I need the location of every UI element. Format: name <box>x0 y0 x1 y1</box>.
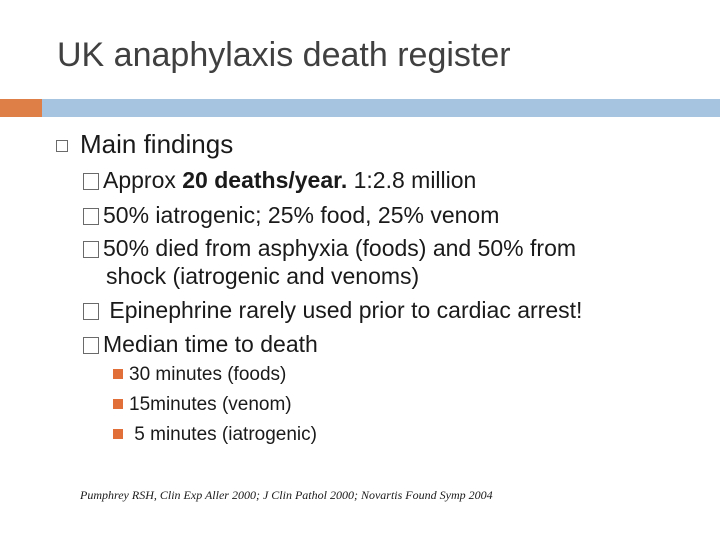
checkbox-bullet-icon <box>83 303 99 320</box>
orange-square-bullet-icon <box>113 369 123 379</box>
finding-text: 50% died from asphyxia (foods) and 50% from <box>103 235 577 261</box>
orange-square-bullet-icon <box>113 429 123 439</box>
finding-item <box>83 297 582 324</box>
median-time-item <box>113 424 317 446</box>
finding-item <box>83 167 476 194</box>
hollow-square-bullet-icon <box>56 140 68 152</box>
accent-bar-orange <box>0 99 42 117</box>
finding-prefix: Approx <box>103 167 183 193</box>
finding-text: Epinephrine rarely used prior to cardiac arrest! <box>103 297 583 323</box>
finding-item <box>83 202 499 229</box>
median-time-item <box>113 394 292 416</box>
finding-item <box>83 235 576 262</box>
accent-bar-blue <box>42 99 720 117</box>
median-time-item <box>113 364 286 386</box>
finding-bold-text: 20 deaths/year. <box>182 167 348 193</box>
median-time-text: 15minutes (venom) <box>129 394 292 415</box>
median-time-text: 5 minutes (iatrogenic) <box>129 424 317 445</box>
median-time-text: 30 minutes (foods) <box>129 364 287 385</box>
finding-item <box>83 331 318 358</box>
slide-title: UK anaphylaxis death register <box>57 36 511 74</box>
checkbox-bullet-icon <box>83 208 99 225</box>
finding-text: 50% iatrogenic; 25% food, 25% venom <box>103 202 500 228</box>
orange-square-bullet-icon <box>113 399 123 409</box>
citation-reference: Pumphrey RSH, Clin Exp Aller 2000; J Clin Pathol 2000; Novartis Found Symp 2004 <box>80 488 493 502</box>
main-findings-heading: Main findings <box>80 129 234 159</box>
finding-text: Median time to death <box>103 331 318 357</box>
finding-continuation: shock (iatrogenic and venoms) <box>106 263 420 289</box>
checkbox-bullet-icon <box>83 173 99 190</box>
checkbox-bullet-icon <box>83 337 99 354</box>
checkbox-bullet-icon <box>83 241 99 258</box>
finding-suffix: 1:2.8 million <box>347 167 477 193</box>
